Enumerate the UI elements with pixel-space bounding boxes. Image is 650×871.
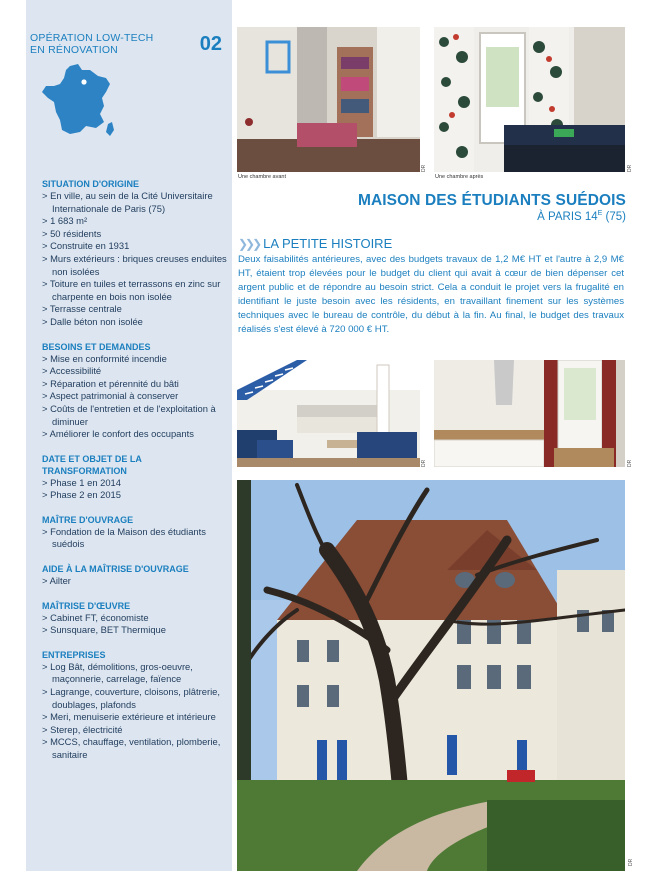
info-section-title: DATE ET OBJET DE LA TRANSFORMATION bbox=[42, 453, 142, 476]
info-list-item: > Construite en 1931 bbox=[42, 240, 228, 253]
info-section bbox=[42, 453, 228, 502]
info-list-item: > Meri, menuiserie extérieure et intérieure bbox=[42, 711, 228, 724]
info-list bbox=[42, 575, 228, 588]
info-list-item: > Fondation de la Maison des étudiants suédois bbox=[42, 526, 228, 551]
info-list-item: > Terrasse centrale bbox=[42, 303, 228, 316]
info-section-title: MAÎTRISE D'ŒUVRE bbox=[42, 600, 131, 611]
info-section bbox=[42, 563, 228, 588]
info-sidebar bbox=[26, 0, 232, 871]
info-list-item: > Ailter bbox=[42, 575, 228, 588]
info-section-title: MAÎTRE D'OUVRAGE bbox=[42, 514, 134, 525]
info-list-item: > Cabinet FT, économiste bbox=[42, 612, 228, 625]
article-body: Deux faisabilités antérieures, avec des budgets travaux de 1,2 M€ HT et l'autre à 2,9 M€ HT, étaient trop élevées pour le budget du client qui avait à cœur de bien dépenser cet argent public et de répondre au besoin strict. Cela a conduit le projet vers la frugalité en identifiant le juste besoin avec les résidents, en travaillant finement sur les systèmes techniques avec le bureau de contrôle, du début à la fin. Au final, le budget des travaux réalisés s'est élevé à 720 000 € HT. bbox=[238, 254, 624, 335]
article-subtitle: À PARIS $14^E$ (75) bbox=[537, 210, 626, 223]
article-title: MAISON DES ÉTUDIANTS SUÉDOIS bbox=[357, 192, 626, 209]
photo-credit: DR bbox=[627, 164, 633, 172]
info-section bbox=[42, 600, 228, 637]
operation-header bbox=[26, 30, 232, 60]
info-list-item: > 1 683 m² bbox=[42, 215, 228, 228]
photo-room-before bbox=[237, 27, 420, 172]
info-list-item: > Coûts de l'entretien et de l'exploitation à diminuer bbox=[42, 403, 228, 428]
info-list bbox=[42, 661, 228, 762]
paris-marker bbox=[81, 79, 86, 84]
info-list-item: > Log Bât, démolitions, gros-oeuvre, maçonnerie, carrelage, faïence bbox=[42, 661, 228, 686]
info-list bbox=[42, 190, 228, 329]
info-list-item: > Sterep, électricité bbox=[42, 724, 228, 737]
info-list-item: > Améliorer le confort des occupants bbox=[42, 428, 228, 441]
caption-before: Une chambre avant bbox=[238, 174, 286, 180]
info-list-item: > 50 résidents bbox=[42, 228, 228, 241]
photo-credit: DR bbox=[628, 858, 634, 866]
info-list-item: > Accessibilité bbox=[42, 365, 228, 378]
info-list bbox=[42, 353, 228, 441]
photo-credit: DR bbox=[627, 459, 633, 467]
info-list-item: > Sunsquare, BET Thermique bbox=[42, 624, 228, 637]
info-section-title: BESOINS ET DEMANDES bbox=[42, 341, 151, 352]
info-section-title: ENTREPRISES bbox=[42, 649, 106, 660]
photo-credit: DR bbox=[421, 164, 427, 172]
info-list-item: > Mise en conformité incendie bbox=[42, 353, 228, 366]
info-list-item: > En ville, au sein de la Cité Universitaire Internationale de Paris (75) bbox=[42, 190, 228, 215]
info-list-item: > Aspect patrimonial à conserver bbox=[42, 390, 228, 403]
info-list-item: > MCCS, chauffage, ventilation, plomberie, sanitaire bbox=[42, 736, 228, 761]
france-map-icon bbox=[40, 62, 116, 140]
info-list-item: > Phase 2 en 2015 bbox=[42, 489, 228, 502]
info-section bbox=[42, 341, 228, 441]
info-section-title: SITUATION D'ORIGINE bbox=[42, 179, 139, 189]
caption-after: Une chambre après bbox=[435, 174, 484, 180]
info-list-item: > Réparation et pérennité du bâti bbox=[42, 378, 228, 391]
info-sections bbox=[42, 178, 228, 774]
info-list-item: > Dalle béton non isolée bbox=[42, 316, 228, 329]
operation-title: OPÉRATION LOW-TECH EN RÉNOVATION bbox=[30, 32, 154, 56]
photo-building-exterior bbox=[237, 480, 625, 871]
photo-credit: DR bbox=[421, 459, 427, 467]
chevron-right-icon: ❯❯❯ bbox=[238, 236, 260, 251]
info-section bbox=[42, 514, 228, 551]
info-list bbox=[42, 477, 228, 502]
section-heading: ❯❯❯ LA PETITE HISTOIRE bbox=[238, 236, 393, 251]
info-section-title: AIDE À LA MAÎTRISE D'OUVRAGE bbox=[42, 564, 189, 575]
info-list-item: > Lagrange, couverture, cloisons, plâtrerie, doublages, plafonds bbox=[42, 686, 228, 711]
info-section bbox=[42, 649, 228, 762]
info-list-item: > Phase 1 en 2014 bbox=[42, 477, 228, 490]
photo-room-after bbox=[434, 27, 625, 172]
operation-number: 02 bbox=[199, 33, 222, 55]
info-list bbox=[42, 612, 228, 637]
info-list-item: > Toiture en tuiles et terrassons en zinc sur charpente en bois non isolée bbox=[42, 278, 228, 303]
photo-kitchen bbox=[434, 360, 625, 467]
info-list-item: > Murs extérieurs : briques creuses enduites non isolées bbox=[42, 253, 228, 278]
info-section bbox=[42, 178, 228, 329]
info-list bbox=[42, 526, 228, 551]
photo-stairs-kitchen bbox=[237, 360, 420, 467]
